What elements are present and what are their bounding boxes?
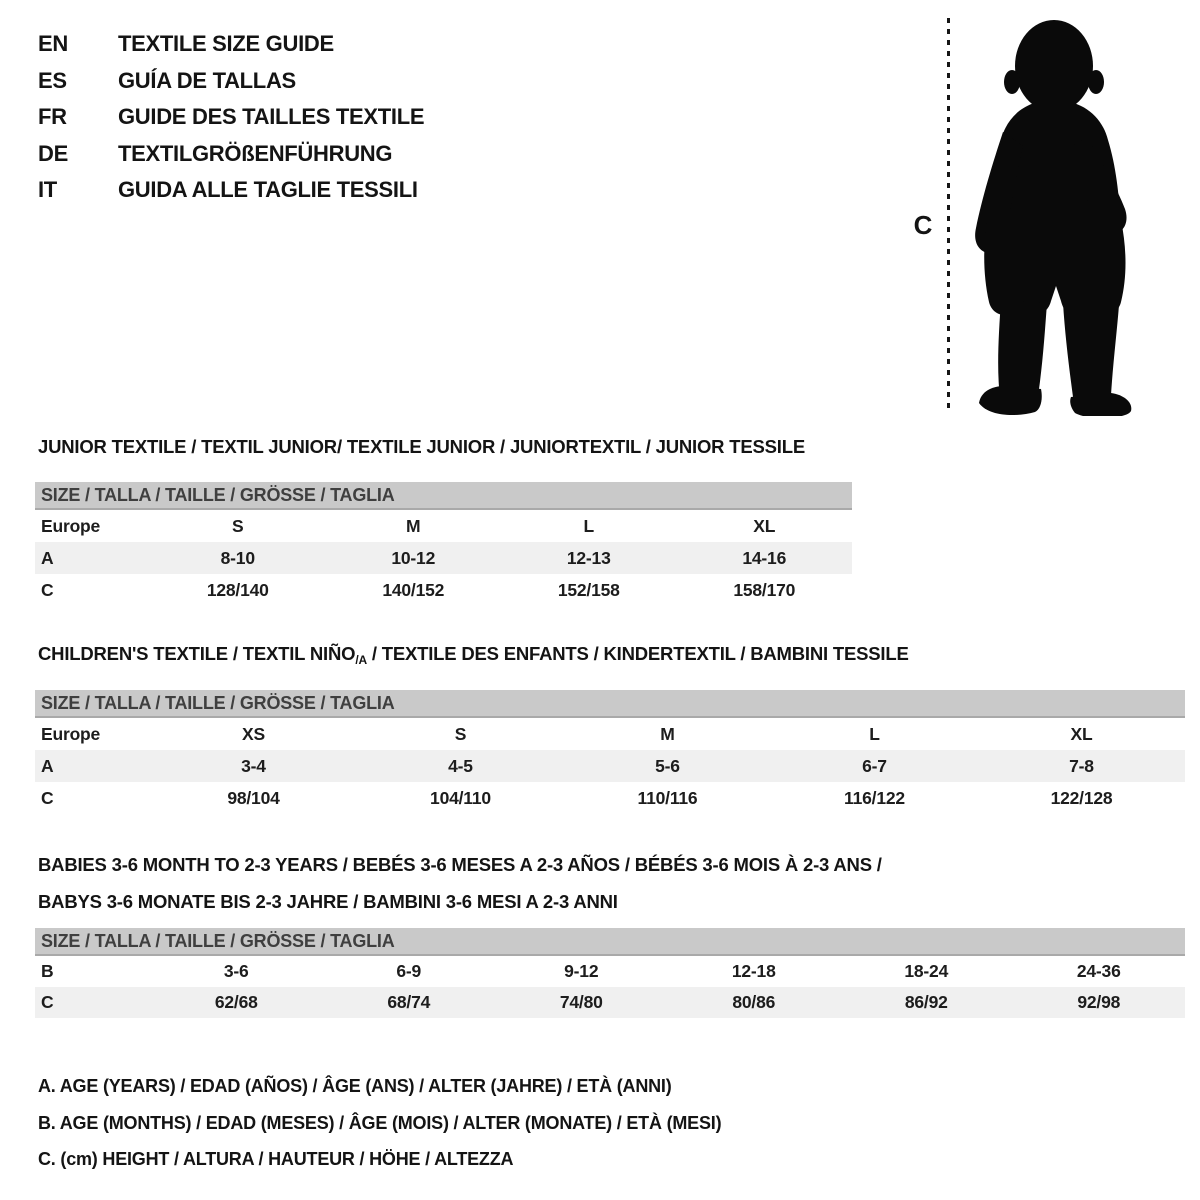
cell: 152/158 (557, 579, 620, 600)
language-guide-list (38, 26, 424, 209)
cell: L (869, 723, 880, 744)
list-item (38, 172, 424, 209)
cell: XL (753, 515, 776, 536)
size-table-header-bar (35, 690, 1185, 718)
table-row (35, 510, 852, 542)
size-table-header-label: SIZE / TALLA / TAILLE / GRÖSSE / TAGLIA (41, 692, 395, 713)
cell: S (232, 515, 244, 536)
size-table-header-bar (35, 928, 1185, 956)
row-label: Europe (41, 515, 101, 536)
cell: 5-6 (655, 755, 680, 776)
cell: 80/86 (732, 992, 776, 1012)
cell: 62/68 (214, 992, 258, 1012)
cell: 86/92 (904, 992, 948, 1012)
row-label: A (41, 547, 54, 568)
size-table-header-label: SIZE / TALLA / TAILLE / GRÖSSE / TAGLIA (41, 484, 395, 505)
cell: 6-9 (396, 961, 422, 981)
row-label: Europe (41, 723, 101, 744)
cell: 68/74 (387, 992, 431, 1012)
language-label: TEXTILGRÖßENFÜHRUNG (118, 140, 393, 166)
language-code: FR (38, 104, 67, 130)
heading-line: BABYS 3-6 MONATE BIS 2-3 JAHRE / BAMBINI 3-6 MESI A 2-3 ANNI (38, 891, 618, 912)
babies-size-table (35, 928, 1185, 1018)
babies-section-heading (38, 846, 882, 920)
table-row (35, 782, 1185, 814)
toddler-silhouette-icon (968, 14, 1140, 416)
cell: 104/110 (430, 787, 491, 808)
table-row (35, 987, 1185, 1018)
table-row (35, 718, 1185, 750)
heading-text: / TEXTILE DES ENFANTS / KINDERTEXTIL / BAMBINI TESSILE (366, 643, 909, 664)
heading-text: CHILDREN'S TEXTILE / TEXTIL NIÑO (38, 643, 356, 664)
cell: 8-10 (220, 547, 255, 568)
language-code: DE (38, 140, 68, 166)
cell: 98/104 (227, 787, 280, 808)
list-item (38, 63, 424, 100)
size-table-header-bar (35, 482, 852, 510)
cell: 3-6 (223, 961, 249, 981)
legend-line-b: B. AGE (MONTHS) / EDAD (MESES) / ÂGE (MOIS) / ALTER (MONATE) / ETÀ (MESI) (38, 1112, 722, 1133)
row-label: B (41, 961, 54, 981)
cell: XS (242, 723, 265, 744)
cell: 18-24 (904, 961, 949, 981)
row-label: C (41, 579, 54, 600)
list-item (38, 26, 424, 63)
cell: 116/122 (844, 787, 905, 808)
cell: 12-13 (566, 547, 611, 568)
height-measure-dashed-line (947, 18, 950, 414)
size-table-header-label: SIZE / TALLA / TAILLE / GRÖSSE / TAGLIA (41, 930, 395, 951)
cell: 24-36 (1076, 961, 1121, 981)
language-code: IT (38, 177, 57, 203)
list-item (38, 136, 424, 173)
cell: 10-12 (391, 547, 436, 568)
table-row (35, 750, 1185, 782)
cell: 3-4 (241, 755, 266, 776)
row-label: C (41, 992, 54, 1012)
cell: 4-5 (448, 755, 473, 776)
cell: 158/170 (733, 579, 796, 600)
cell: S (454, 723, 467, 744)
row-label: A (41, 755, 54, 776)
list-item (38, 99, 424, 136)
table-row (35, 956, 1185, 987)
cell: M (660, 723, 675, 744)
cell: XL (1070, 723, 1093, 744)
measure-label-c: C (913, 210, 933, 240)
language-label: GUIDE DES TAILLES TEXTILE (118, 104, 425, 130)
cell: 12-18 (731, 961, 776, 981)
cell: 74/80 (559, 992, 603, 1012)
cell: 122/128 (1050, 787, 1113, 808)
language-code: ES (38, 67, 67, 93)
junior-section-heading: JUNIOR TEXTILE / TEXTIL JUNIOR/ TEXTILE JUNIOR / JUNIORTEXTIL / JUNIOR TESSILE (38, 436, 805, 457)
legend-line-c: C. (cm) HEIGHT / ALTURA / HAUTEUR / HÖHE / ALTEZZA (38, 1149, 514, 1169)
children-section-heading (38, 643, 909, 667)
table-row (35, 542, 852, 574)
children-size-table (35, 690, 1185, 814)
heading-subscript: /A (355, 653, 367, 667)
cell: M (406, 515, 421, 536)
junior-size-table (35, 482, 852, 606)
row-label: C (41, 787, 54, 808)
cell: 9-12 (564, 961, 599, 981)
table-row (35, 574, 852, 606)
cell: 7-8 (1069, 755, 1094, 776)
cell: 92/98 (1077, 992, 1121, 1012)
cell: 140/152 (382, 579, 445, 600)
language-code: EN (38, 31, 68, 57)
measurement-legend (38, 1068, 721, 1178)
cell: L (583, 515, 594, 536)
language-label: TEXTILE SIZE GUIDE (118, 31, 334, 57)
cell: 14-16 (742, 547, 787, 568)
heading-line: BABIES 3-6 MONTH TO 2-3 YEARS / BEBÉS 3-6 MESES A 2-3 AÑOS / BÉBÉS 3-6 MOIS À 2-3 ANS / (38, 854, 882, 875)
legend-line-a: A. AGE (YEARS) / EDAD (AÑOS) / ÂGE (ANS) / ALTER (JAHRE) / ETÀ (ANNI) (38, 1076, 672, 1096)
cell: 128/140 (206, 579, 269, 600)
language-label: GUIDA ALLE TAGLIE TESSILI (118, 177, 418, 203)
language-label: GUÍA DE TALLAS (118, 67, 296, 93)
cell: 6-7 (862, 755, 887, 776)
cell: 110/116 (637, 787, 698, 808)
